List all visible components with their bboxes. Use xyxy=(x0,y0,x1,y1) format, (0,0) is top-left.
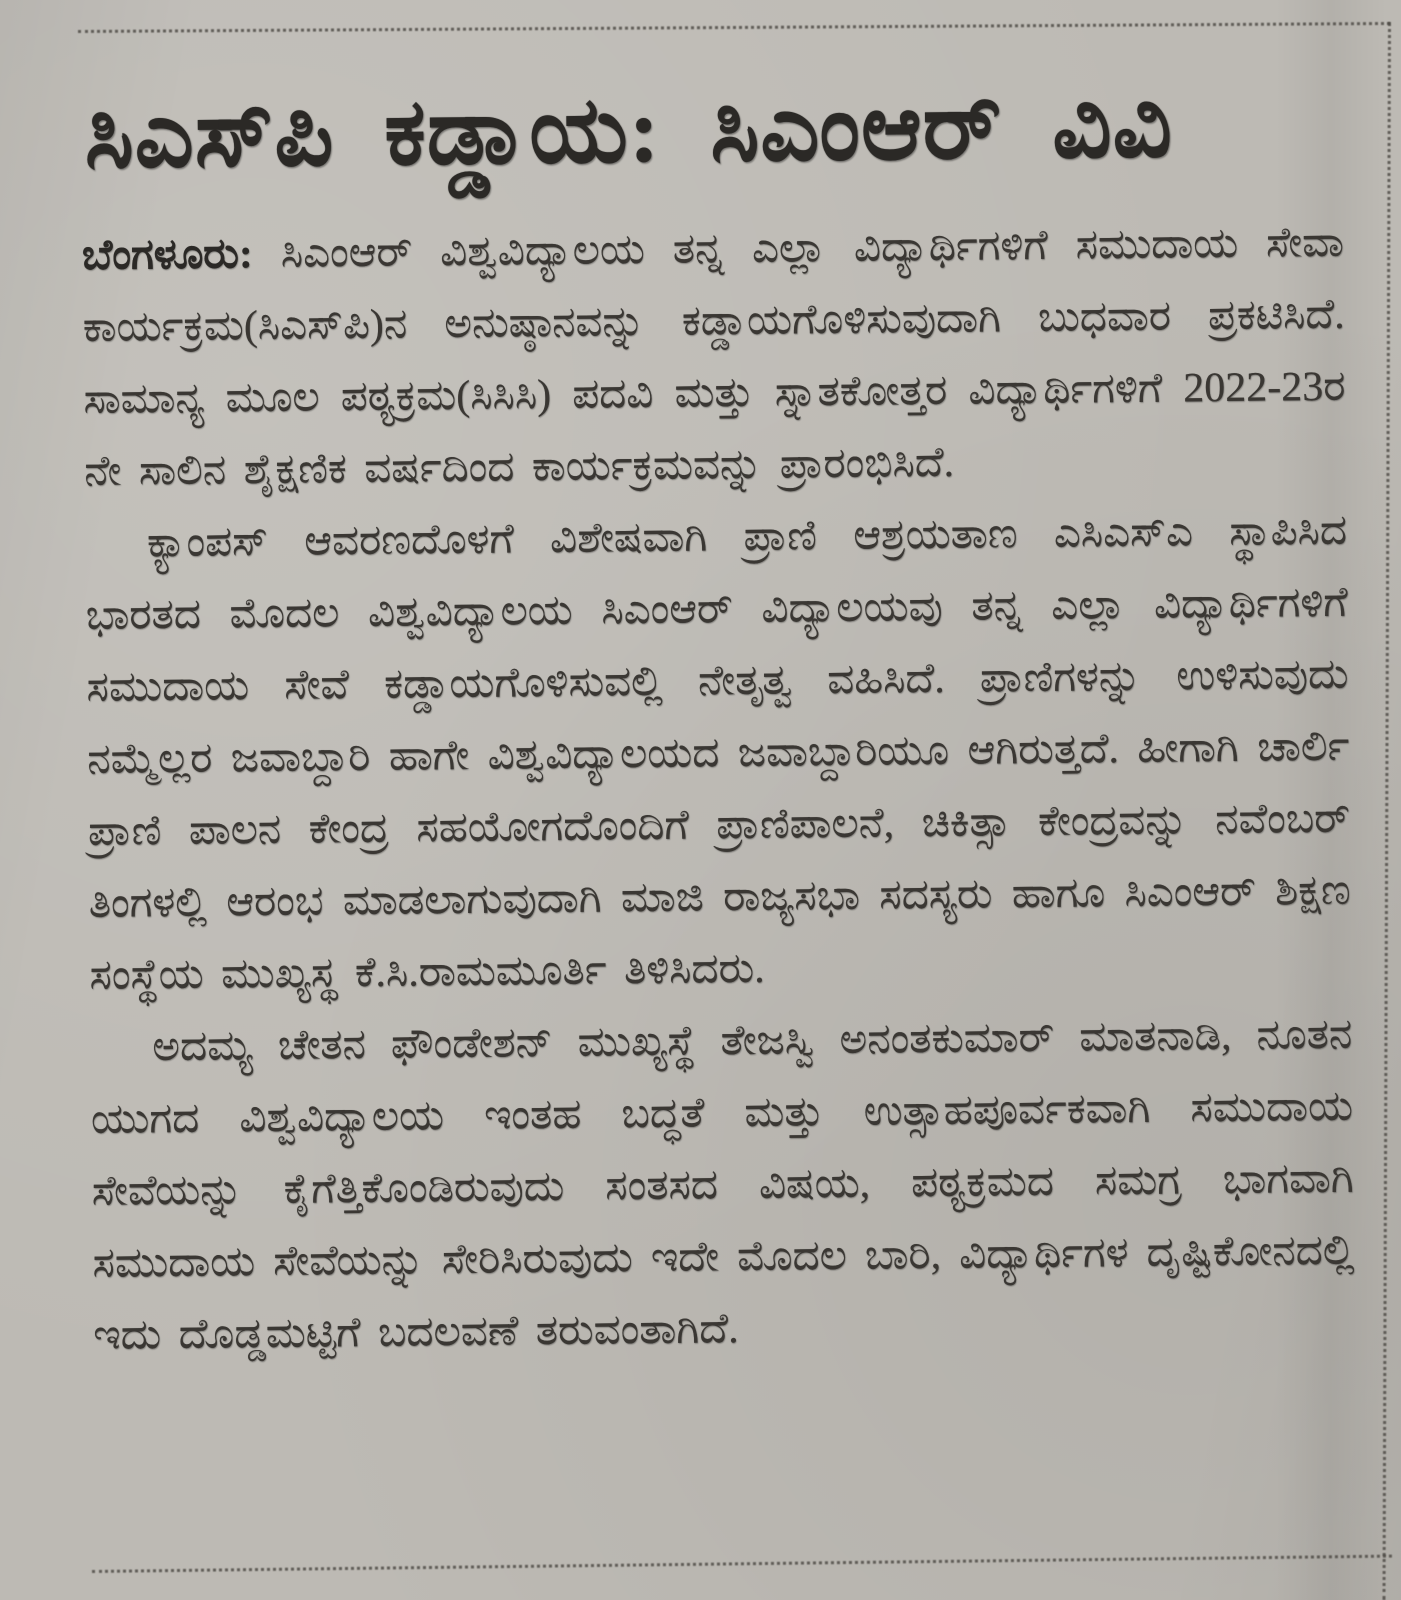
paragraph-2: ಕ್ಯಾಂಪಸ್ ಆವರಣದೊಳಗೆ ವಿಶೇಷವಾಗಿ ಪ್ರಾಣಿ ಆಶ್ರಯತಾಣ ಎಸಿಎಸ್‌ಎ ಸ್ಥಾಪಿಸಿದ ಭಾರತದ ಮೊದಲ ವಿಶ್ವವಿದ್ಯಾಲಯ ಸಿಎಂಆರ್ ವಿದ್ಯಾಲಯವು ತನ್ನ ಎಲ್ಲಾ ವಿದ್ಯಾರ್ಥಿಗಳಿಗೆ ಸಮುದಾಯ ಸೇವೆ ಕಡ್ಡಾಯಗೊಳಿಸುವಲ್ಲಿ ನೇತೃತ್ವ ವಹಿಸಿದೆ. ಪ್ರಾಣಿಗಳನ್ನು ಉಳಿಸುವುದು ನಮ್ಮೆಲ್ಲರ ಜವಾಬ್ದಾರಿ ಹಾಗೇ ವಿಶ್ವವಿದ್ಯಾಲಯದ ಜವಾಬ್ದಾರಿಯೂ ಆಗಿರುತ್ತದೆ. ಹೀಗಾಗಿ ಚಾರ್ಲಿ ಪ್ರಾಣಿ ಪಾಲನ ಕೇಂದ್ರ ಸಹಯೋಗದೊಂದಿಗೆ ಪ್ರಾಣಿಪಾಲನೆ, ಚಿಕಿತ್ಸಾ ಕೇಂದ್ರವನ್ನು ನವೆಂಬರ್ ತಿಂಗಳಲ್ಲಿ ಆರಂಭ ಮಾಡಲಾಗುವುದಾಗಿ ಮಾಜಿ ರಾಜ್ಯಸಭಾ ಸದಸ್ಯರು ಹಾಗೂ ಸಿಎಂಆರ್ ಶಿಕ್ಷಣ ಸಂಸ್ಥೆಯ ಮುಖ್ಯಸ್ಥ ಕೆ.ಸಿ.ರಾಮಮೂರ್ತಿ ತಿಳಿಸಿದರು. xyxy=(85,507,1351,999)
bottom-dotted-cut-line xyxy=(92,1555,1392,1573)
paragraph-1 xyxy=(82,207,1347,508)
article-body xyxy=(82,207,1356,1372)
right-dotted-cut-line xyxy=(1382,22,1391,1600)
top-dotted-cut-line xyxy=(78,22,1390,33)
paragraph-3: ಅದಮ್ಯ ಚೇತನ ಫೌಂಡೇಶನ್ ಮುಖ್ಯಸ್ಥೆ ತೇಜಸ್ವಿ ಅನಂತಕುಮಾರ್ ಮಾತನಾಡಿ, ನೂತನ ಯುಗದ ವಿಶ್ವವಿದ್ಯಾಲಯ ಇಂತಹ ಬದ್ಧತೆ ಮತ್ತು ಉತ್ಸಾಹಪೂರ್ವಕವಾಗಿ ಸಮುದಾಯ ಸೇವೆಯನ್ನು ಕೈಗೆತ್ತಿಕೊಂಡಿರುವುದು ಸಂತಸದ ವಿಷಯ, ಪಠ್ಯಕ್ರಮದ ಸಮಗ್ರ ಭಾಗವಾಗಿ ಸಮುದಾಯ ಸೇವೆಯನ್ನು ಸೇರಿಸಿರುವುದು ಇದೇ ಮೊದಲ ಬಾರಿ, ವಿದ್ಯಾರ್ಥಿಗಳ ದೃಷ್ಟಿಕೋನದಲ್ಲಿ ಇದು ದೊಡ್ಡಮಟ್ಟಿಗೆ ಬದಲವಣೆ ತರುವಂತಾಗಿದೆ. xyxy=(90,1011,1355,1359)
dateline: ಬೆಂಗಳೂರು: xyxy=(81,231,254,279)
paragraph-1-text: ಸಿಎಂಆರ್ ವಿಶ್ವವಿದ್ಯಾಲಯ ತನ್ನ ಎಲ್ಲಾ ವಿದ್ಯಾರ್ಥಿಗಳಿಗೆ ಸಮುದಾಯ ಸೇವಾ ಕಾರ್ಯಕ್ರಮ(ಸಿಎಸ್‌ಪಿ)ನ ಅನುಷ್ಠಾನವನ್ನು ಕಡ್ಡಾಯಗೊಳಿಸುವುದಾಗಿ ಬುಧವಾರ ಪ್ರಕಟಿಸಿದೆ. ಸಾಮಾನ್ಯ ಮೂಲ ಪಠ್ಯಕ್ರಮ(ಸಿಸಿಸಿ) ಪದವಿ ಮತ್ತು ಸ್ನಾತಕೋತ್ತರ ವಿದ್ಯಾರ್ಥಿಗಳಿಗೆ 2022-23ರ ನೇ ಸಾಲಿನ ಶೈಕ್ಷಣಿಕ ವರ್ಷದಿಂದ ಕಾರ್ಯಕ್ರಮವನ್ನು ಪ್ರಾರಂಭಿಸಿದೆ. xyxy=(82,219,1346,495)
article-headline: ಸಿಎಸ್‌ಪಿ ಕಡ್ಡಾಯ: ಸಿಎಂಆರ್ ವಿವಿ xyxy=(84,73,1174,187)
news-clipping xyxy=(80,53,1356,1372)
